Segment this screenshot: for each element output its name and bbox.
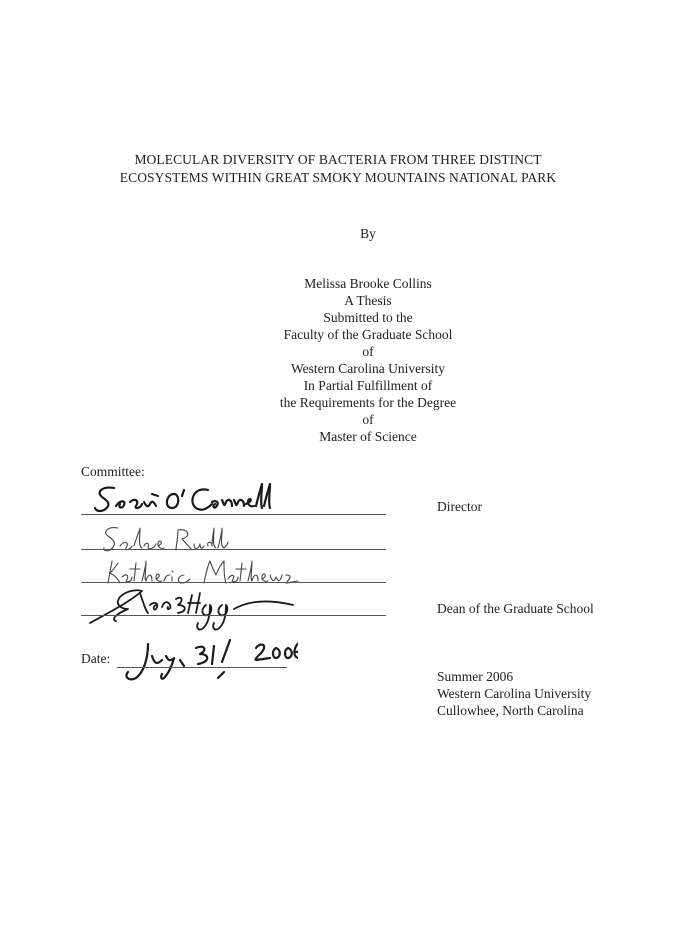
submitted-line: Submitted to the bbox=[323, 310, 413, 325]
thesis-title-line-2: ECOSYSTEMS WITHIN GREAT SMOKY MOUNTAINS NATIONAL PARK bbox=[119, 170, 557, 185]
university-line: Western Carolina University bbox=[290, 361, 446, 376]
by-label: By bbox=[360, 226, 376, 241]
committee-label: Committee: bbox=[81, 464, 145, 479]
fulfillment-line: In Partial Fulfillment of bbox=[303, 378, 433, 393]
footer-location: Cullowhee, North Carolina bbox=[437, 703, 584, 718]
thesis-title-line-1: MOLECULAR DIVERSITY OF BACTERIA FROM THREE DISTINCT bbox=[134, 152, 542, 167]
footer-date: Summer 2006 bbox=[437, 669, 514, 684]
dean-label: Dean of the Graduate School bbox=[437, 601, 594, 616]
author-block bbox=[0, 275, 676, 445]
footer-university: Western Carolina University bbox=[437, 686, 592, 701]
director-label: Director bbox=[437, 499, 482, 514]
degree-line: Master of Science bbox=[319, 429, 417, 444]
author-name: Melissa Brooke Collins bbox=[304, 276, 432, 291]
signature-1 bbox=[92, 480, 282, 516]
signature-4 bbox=[88, 583, 303, 633]
date-line bbox=[117, 667, 287, 668]
requirements-line: the Requirements for the Degree bbox=[279, 395, 457, 410]
signature-line-1 bbox=[81, 514, 386, 515]
thesis-title bbox=[0, 151, 676, 187]
signature-line-2 bbox=[81, 549, 386, 550]
date-label: Date: bbox=[81, 651, 111, 666]
of-line-2: of bbox=[362, 412, 374, 427]
footer-block bbox=[437, 668, 591, 719]
date-signature bbox=[118, 636, 298, 686]
signature-line-4 bbox=[81, 615, 386, 616]
faculty-line: Faculty of the Graduate School bbox=[283, 327, 453, 342]
of-line-1: of bbox=[362, 344, 374, 359]
thesis-label: A Thesis bbox=[344, 293, 392, 308]
